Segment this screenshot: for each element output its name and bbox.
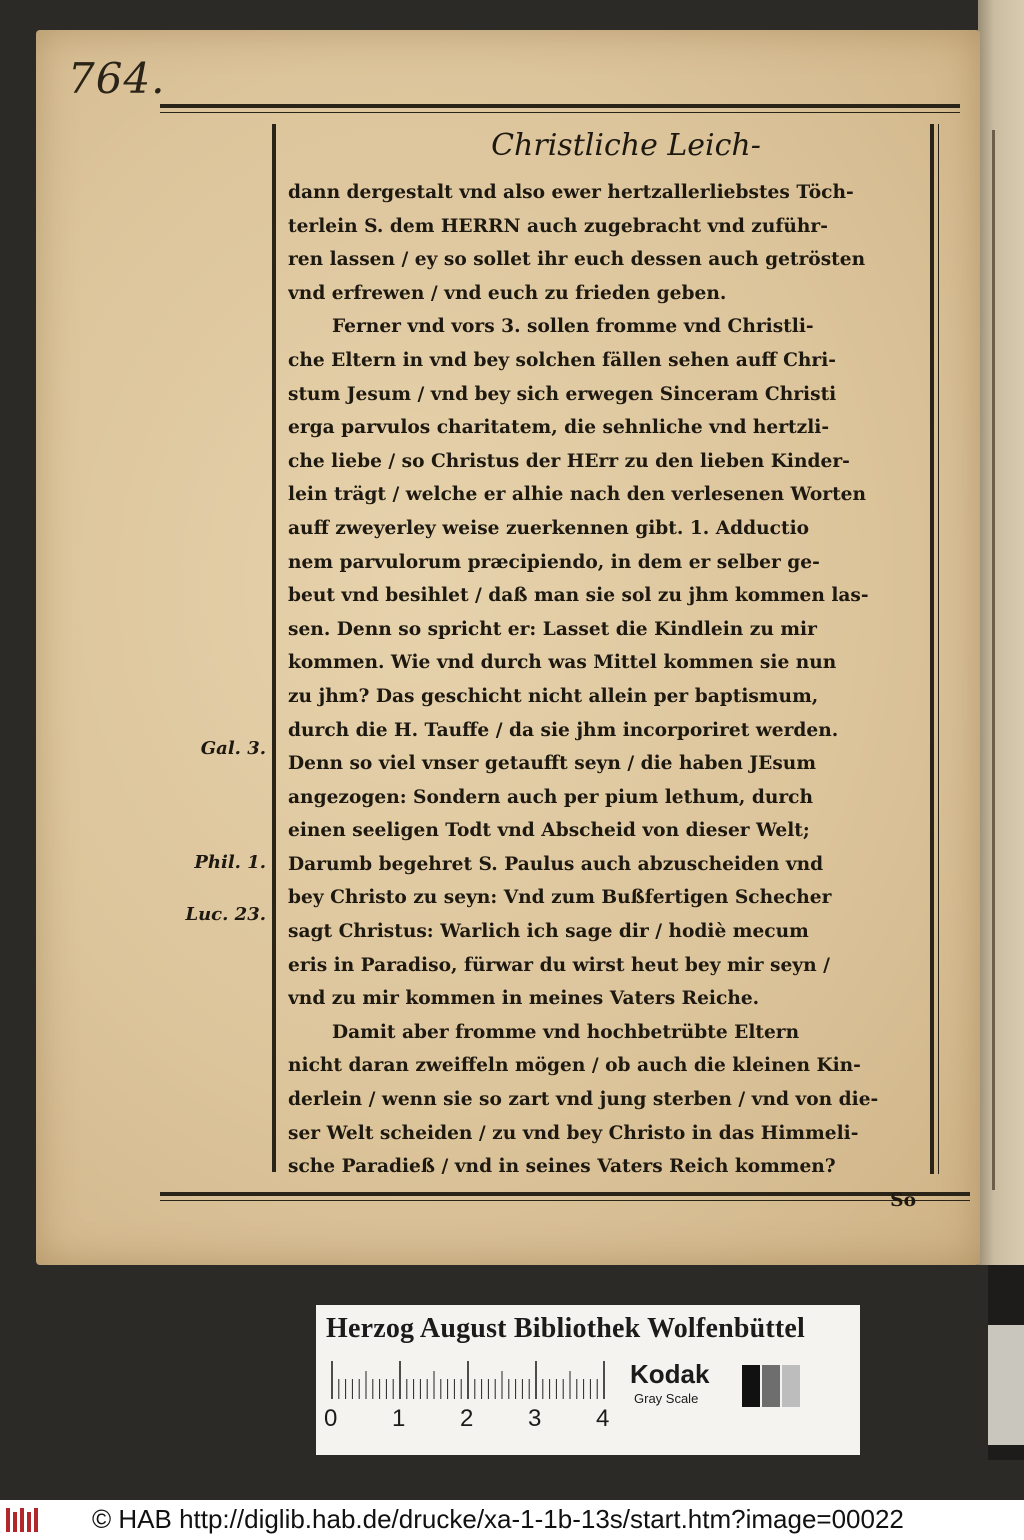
top-rule [160, 104, 960, 108]
running-head: Christliche Leich- [491, 128, 761, 163]
ruler-number-2: 2 [460, 1405, 474, 1432]
text-line: ren lassen / ey so sollet ihr euch dessen auch getrösten [288, 249, 866, 271]
text-line: nem parvulorum præcipiendo, in dem er selber ge- [288, 551, 820, 573]
text-line: eris in Paradiso, fürwar du wirst heut bey mir seyn / [288, 954, 830, 976]
text-line: che liebe / so Christus der HErr zu den lieben Kinder- [288, 450, 850, 472]
gray-swatch-black [742, 1365, 760, 1407]
gray-swatch-mid [762, 1365, 780, 1407]
text-line: einen seeligen Todt vnd Abscheid von dieser Welt; [288, 820, 810, 842]
text-line: erga parvulos charitatem, die sehnliche vnd hertzli- [288, 417, 830, 439]
text-line: stum Jesum / vnd bey sich erwegen Sinceram Christi [288, 383, 837, 405]
ruler-number-0: 0 [324, 1405, 338, 1432]
text-line: sche Paradieß / vnd in seines Vaters Reich kommen? [288, 1156, 836, 1178]
text-line: vnd erfrewen / vnd euch zu frieden geben. [288, 282, 727, 304]
color-calibration-card [316, 1305, 860, 1455]
text-line: kommen. Wie vnd durch was Mittel kommen sie nun [288, 652, 837, 674]
text-line: ser Welt scheiden / zu vnd bey Christo in das Himmeli- [288, 1122, 859, 1144]
backing-tab [988, 1325, 1024, 1445]
footer-bar [0, 1500, 1024, 1540]
text-line: terlein S. dem HERRN auch zugebracht vnd zuführ- [288, 215, 828, 237]
hab-logo-icon [6, 1506, 86, 1534]
ruler-number-1: 1 [392, 1405, 406, 1432]
page-number: 764. [68, 54, 166, 103]
right-rule-thin [938, 124, 939, 1174]
text-line: beut vnd besihlet / daß man sie sol zu jhm kommen las- [288, 585, 869, 607]
text-line: bey Christo zu seyn: Vnd zum Bußfertigen Schecher [288, 887, 832, 909]
text-line: zu jhm? Das geschicht nicht allein per baptismum, [288, 685, 819, 707]
facing-page-edge [978, 0, 1024, 1265]
text-line: Damit aber fromme vnd hochbetrübte Eltern [332, 1021, 800, 1043]
ruler-number-3: 3 [528, 1405, 542, 1432]
text-line: sen. Denn so spricht er: Lasset die Kindlein zu mir [288, 618, 817, 640]
text-line: derlein / wenn sie so zart vnd jung sterben / vnd von die- [288, 1089, 879, 1111]
text-line: dann dergestalt vnd also ewer hertzallerliebstes Töch- [288, 182, 854, 203]
gray-scale-label: Gray Scale [634, 1391, 699, 1406]
text-line: nicht daran zweiffeln mögen / ob auch die kleinen Kin- [288, 1055, 861, 1077]
kodak-logo: Kodak [630, 1359, 710, 1389]
text-line: sagt Christus: Warlich ich sage dir / hodiè mecum [288, 921, 809, 943]
margin-rule [272, 124, 276, 1172]
body-text [288, 176, 916, 1217]
text-line: Denn so viel vnser getaufft seyn / die haben JEsum [288, 753, 816, 775]
ruler-scale [326, 1357, 616, 1405]
right-rule [930, 124, 934, 1174]
facing-page-rule [992, 130, 995, 1190]
copyright-url: © HAB http://diglib.hab.de/drucke/xa-1-1b-13s/start.htm?image=00022 [92, 1504, 904, 1534]
margin-note-phil: Phil. 1. [194, 852, 266, 873]
text-line: lein trägt / welche er alhie nach den verlesenen Worten [288, 484, 867, 506]
ruler-number-4: 4 [596, 1405, 610, 1432]
text-line: Ferner vnd vors 3. sollen fromme vnd Christli- [332, 316, 814, 338]
text-line: che Eltern in vnd bey solchen fällen sehen auff Chri- [288, 349, 836, 371]
margin-note-luc: Luc. 23. [185, 904, 266, 925]
backing-board [988, 1265, 1024, 1460]
margin-note-gal: Gal. 3. [200, 738, 266, 759]
library-name: Herzog August Bibliothek Wolfenbüttel [326, 1313, 806, 1344]
gray-swatch-light [782, 1365, 800, 1407]
top-rule-thin [160, 112, 960, 113]
text-line: Darumb begehret S. Paulus auch abzuscheiden vnd [288, 853, 824, 875]
text-line: angezogen: Sondern auch per pium lethum, durch [288, 786, 814, 808]
text-line: durch die H. Tauffe / da sie jhm incorporiret werden. [288, 719, 839, 741]
text-line: auff zweyerley weise zuerkennen gibt. 1. Adductio [288, 517, 810, 539]
catchword: So [890, 1189, 916, 1211]
text-line: vnd zu mir kommen in meines Vaters Reiche. [288, 988, 760, 1010]
book-page [36, 30, 980, 1265]
